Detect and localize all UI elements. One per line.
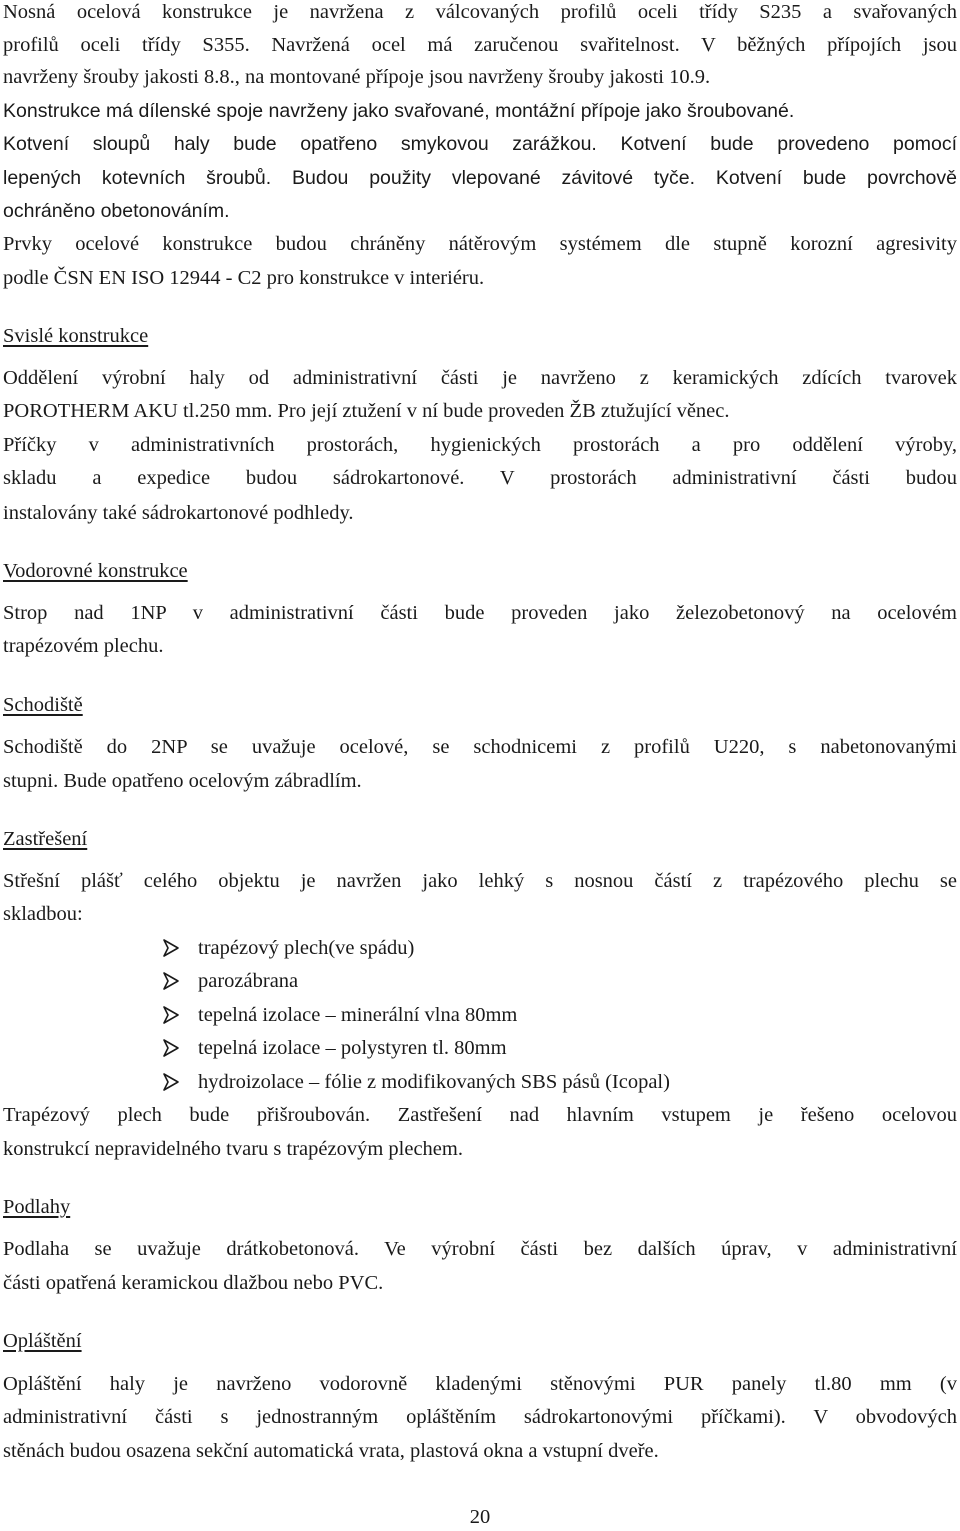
paragraph-line: Příčky v administrativních prostorách, hygienických prostorách a pro oddělení výroby,	[3, 434, 957, 456]
section-heading: Podlahy	[3, 1196, 71, 1218]
arrow-bullet-icon	[161, 969, 181, 993]
paragraph-line: Střešní plášť celého objektu je navržen jako lehký s nosnou částí z trapézového plechu se	[3, 870, 957, 892]
paragraph-line: Podlaha se uvažuje drátkobetonová. Ve výrobní části bez dalších úprav, v administrativní	[3, 1238, 957, 1260]
list-item-text: parozábrana	[198, 970, 299, 992]
paragraph-line: skladu a expedice budou sádrokartonové. V prostorách administrativní části budou	[3, 467, 957, 489]
arrow-bullet-icon	[161, 1003, 181, 1027]
paragraph-line: konstrukcí nepravidelného tvaru s trapézovým plechem.	[3, 1138, 463, 1160]
section-heading: Svislé konstrukce	[3, 325, 149, 347]
paragraph-line: podle ČSN EN ISO 12944 - C2 pro konstrukce v interiéru.	[3, 267, 485, 289]
section-heading: Schodiště	[3, 694, 83, 716]
paragraph-line: Trapézový plech bude přišroubován. Zastřešení nad hlavním vstupem je řešeno ocelovou	[3, 1104, 957, 1126]
paragraph-line: POROTHERM AKU tl.250 mm. Pro její ztužení v ní bude proveden ŽB ztužující věnec.	[3, 400, 730, 422]
paragraph-line: Strop nad 1NP v administrativní části bude proveden jako železobetonový na ocelovém	[3, 602, 957, 624]
paragraph-line: skladbou:	[3, 903, 83, 925]
list-item-text: trapézový plech(ve spádu)	[198, 937, 415, 959]
paragraph-line: Kotvení sloupů haly bude opatřeno smykovou zarážkou. Kotvení bude provedeno pomocí	[3, 133, 957, 155]
paragraph-line: Schodiště do 2NP se uvažuje ocelové, se schodnicemi z profilů U220, s nabetonovanými	[3, 736, 957, 758]
paragraph-line: Prvky ocelové konstrukce budou chráněny nátěrovým systémem dle stupně korozní agresivity	[3, 233, 957, 255]
paragraph-line: lepených kotevních šroubů. Budou použity vlepované závitové tyče. Kotvení bude povrchově	[3, 167, 957, 189]
paragraph-line: stupni. Bude opatřeno ocelovým zábradlím.	[3, 770, 362, 792]
paragraph-line: navrženy šrouby jakosti 8.8., na montované přípoje jsou navrženy šrouby jakosti 10.9.	[3, 66, 711, 88]
paragraph-line: Oddělení výrobní haly od administrativní části je navrženo z keramických zdících tvarovek	[3, 367, 957, 389]
section-heading: Vodorovné konstrukce	[3, 560, 188, 582]
paragraph-line: stěnách budou osazena sekční automatická vrata, plastová okna a vstupní dveře.	[3, 1440, 659, 1462]
section-heading: Zastřešení	[3, 828, 88, 850]
paragraph-line: instalovány také sádrokartonové podhledy.	[3, 502, 354, 524]
list-item-text: tepelná izolace – polystyren tl. 80mm	[198, 1037, 507, 1059]
paragraph-line: ochráněno obetonováním.	[3, 200, 230, 222]
page-number: 20	[469, 1506, 491, 1528]
section-heading: Opláštění	[3, 1330, 82, 1352]
list-item-text: hydroizolace – fólie z modifikovaných SBS pásů (Icopal)	[198, 1071, 670, 1093]
paragraph-line: trapézovém plechu.	[3, 635, 164, 657]
paragraph-line: Konstrukce má dílenské spoje navrženy jako svařované, montážní přípoje jako šroubované.	[3, 100, 795, 122]
paragraph-line: Nosná ocelová konstrukce je navržena z válcovaných profilů oceli třídy S235 a svařovaných	[3, 1, 957, 23]
paragraph-line: části opatřená keramickou dlažbou nebo PVC.	[3, 1272, 384, 1294]
arrow-bullet-icon	[161, 1070, 181, 1094]
paragraph-line: administrativní části s jednostranným opláštěním sádrokartonovými příčkami). V obvodových	[3, 1406, 957, 1428]
list-item-text: tepelná izolace – minerální vlna 80mm	[198, 1004, 518, 1026]
paragraph-line: Opláštění haly je navrženo vodorovně kladenými stěnovými PUR panely tl.80 mm (v	[3, 1373, 957, 1395]
arrow-bullet-icon	[161, 936, 181, 960]
paragraph-line: profilů oceli třídy S355. Navržená ocel má zaručenou svařitelnost. V běžných přípojích jsou	[3, 34, 957, 56]
arrow-bullet-icon	[161, 1036, 181, 1060]
